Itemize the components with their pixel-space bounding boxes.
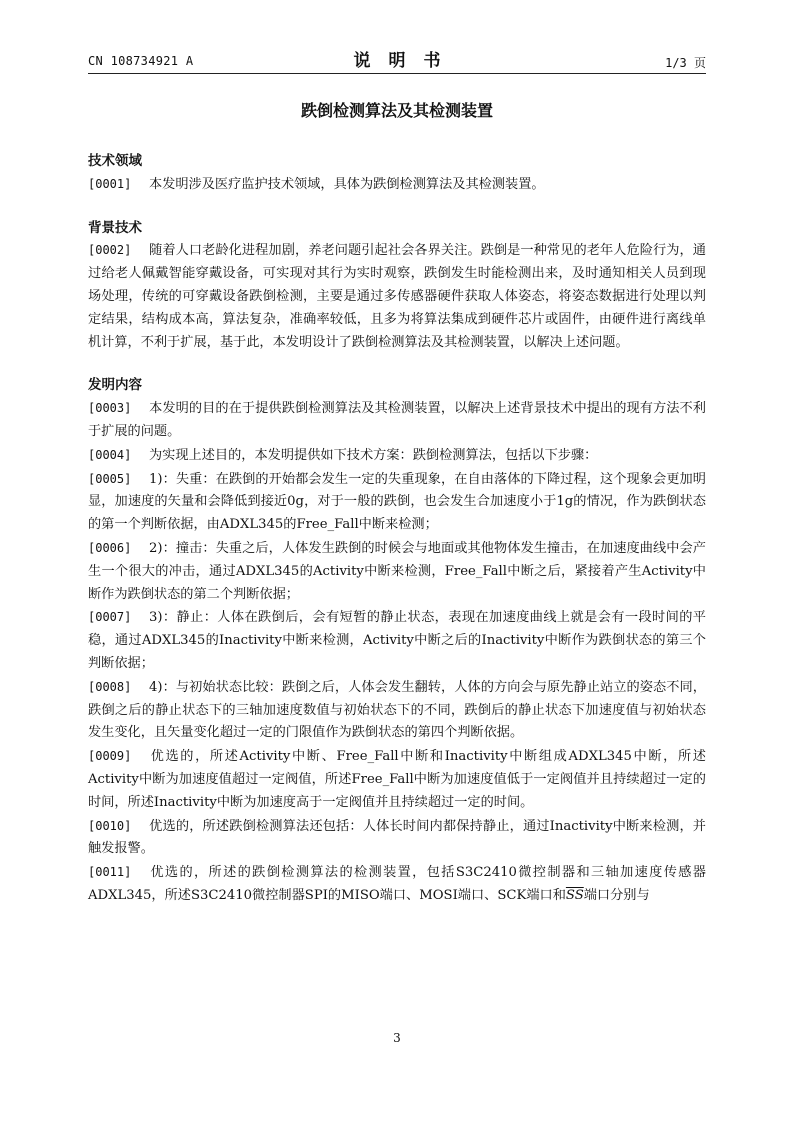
paragraph-0005 [88,468,706,537]
page-header [88,46,706,72]
paragraph-text-continued: 端口分别与 [583,887,650,903]
paragraph-0011 [88,861,706,908]
paragraph-number: [0008] [88,679,132,694]
section-heading: 技术领域 [88,153,142,169]
section-technical-field [88,150,706,197]
header-divider [88,73,706,74]
paragraph-number: [0004] [88,447,132,462]
ss-port-label: $\overline{SS}$ [565,887,584,903]
section-summary [88,374,706,907]
paragraph-0003 [88,397,706,444]
section-heading: 发明内容 [88,377,142,394]
paragraph-number: [0011] [88,865,132,880]
paragraph-number: [0009] [88,749,132,764]
section-heading: 背景技术 [88,219,142,236]
paragraph-text: 2)：撞击：失重之后，人体发生跌倒的时候会与地面或其他物体发生撞击，在加速度曲线中会产生一个很大的冲击，通过ADXL345的Activity中断来检测，Free_Fall中断之后，紧接着产生Activity中断作为跌倒状态的第二个判断依据； [88,540,706,602]
paragraph-text: 随着人口老龄化进程加剧，养老问题引起社会各界关注。跌倒是一种常见的老年人危险行为，通过给老人佩戴智能穿戴设备，可实现对其行为实时观察，跌倒发生时能检测出来，及时通知相关人员到现场处理，传统的可穿戴设备跌倒检测，主要是通过多传感器硬件获取人体姿态，将姿态数据进行处理以判定结果，结构成本高，算法复杂，准确率较低，且多为将算法集成到硬件芯片或固件，由硬件进行离线单机计算，不利于扩展，基于此，本发明设计了跌倒检测算法及其检测装置，以解决上述问题。 [88,243,706,350]
page-info: 1/3 页 [665,56,706,70]
paragraph-text: 优选的，所述跌倒检测算法还包括：人体长时间内都保持静止，通过Inactivity中断来检测，并触发报警。 [88,818,706,857]
paragraph-text: 为实现上述目的，本发明提供如下技术方案：跌倒检测算法，包括以下步骤： [149,447,598,463]
paragraph-number: [0001] [88,176,132,191]
paragraph-number: [0010] [88,818,132,833]
paragraph-text: 本发明涉及医疗监护技术领域，具体为跌倒检测算法及其检测装置。 [149,176,545,192]
paragraph-text: 4)：与初始状态比较：跌倒之后，人体会发生翻转，人体的方向会与原先静止站立的姿态不同，跌倒之后的静止状态下的三轴加速度数值与初始状态下的不同，跌倒后的静止状态下加速度值与初始状态发生变化，且矢量变化超过一定的门限值作为跌倒状态的第四个判断依据。 [88,679,706,741]
patent-number: CN 108734921 A [88,54,194,68]
paragraph-number: [0007] [88,610,132,625]
paragraph-text: 本发明的目的在于提供跌倒检测算法及其检测装置，以解决上述背景技术中提出的现有方法不利于扩展的问题。 [88,401,706,439]
paragraph-number: [0003] [88,401,132,416]
paragraph-0007 [88,606,706,675]
document-title: 跌倒检测算法及其检测装置 [300,101,493,120]
section-background [88,217,706,355]
document-body [88,150,706,908]
paragraph-text: 1)：失重：在跌倒的开始都会发生一定的失重现象，在自由落体的下降过程，这个现象会更加明显，加速度的矢量和会降低到接近0g，对于一般的跌倒，也会发生合加速度小于1g的情况，作为跌倒状态的第一个判断依据，由ADXL345的Free_Fall中断来检测； [88,471,706,533]
paragraph-0010 [88,815,706,862]
paragraph-text: 3)：静止：人体在跌倒后，会有短暂的静止状态，表现在加速度曲线上就是会有一段时间的平稳，通过ADXL345的Inactivity中断来检测，Activity中断之后的Inactivity中断作为跌倒状态的第三个判断依据； [88,610,706,671]
document-type: 说明书 [353,51,459,71]
paragraph-0004 [88,444,706,468]
paragraph-number: [0006] [88,540,132,555]
paragraph-text: 优选的，所述的跌倒检测算法的检测装置，包括S3C2410微控制器和三轴加速度传感器ADXL345，所述S3C2410微控制器SPI的MISO端口、MOSI端口、SCK端口和 [88,865,706,903]
paragraph-number: [0002] [88,243,132,258]
paragraph-0008 [88,676,706,745]
page-number: 3 [393,1031,401,1045]
paragraph-0006 [88,537,706,606]
paragraph-0002 [88,239,706,354]
paragraph-0009 [88,745,706,814]
paragraph-text: 优选的，所述Activity中断、Free_Fall中断和Inactivity中断组成ADXL345中断，所述Activity中断为加速度值超过一定阀值，所述Free_Fall中断为加速度值低于一定阀值并且持续超过一定的时间，所述Inactivity中断为加速度高于一定阀值并且持续超过一定的时间。 [88,749,706,810]
paragraph-0001 [88,173,706,197]
paragraph-number: [0005] [88,471,132,486]
